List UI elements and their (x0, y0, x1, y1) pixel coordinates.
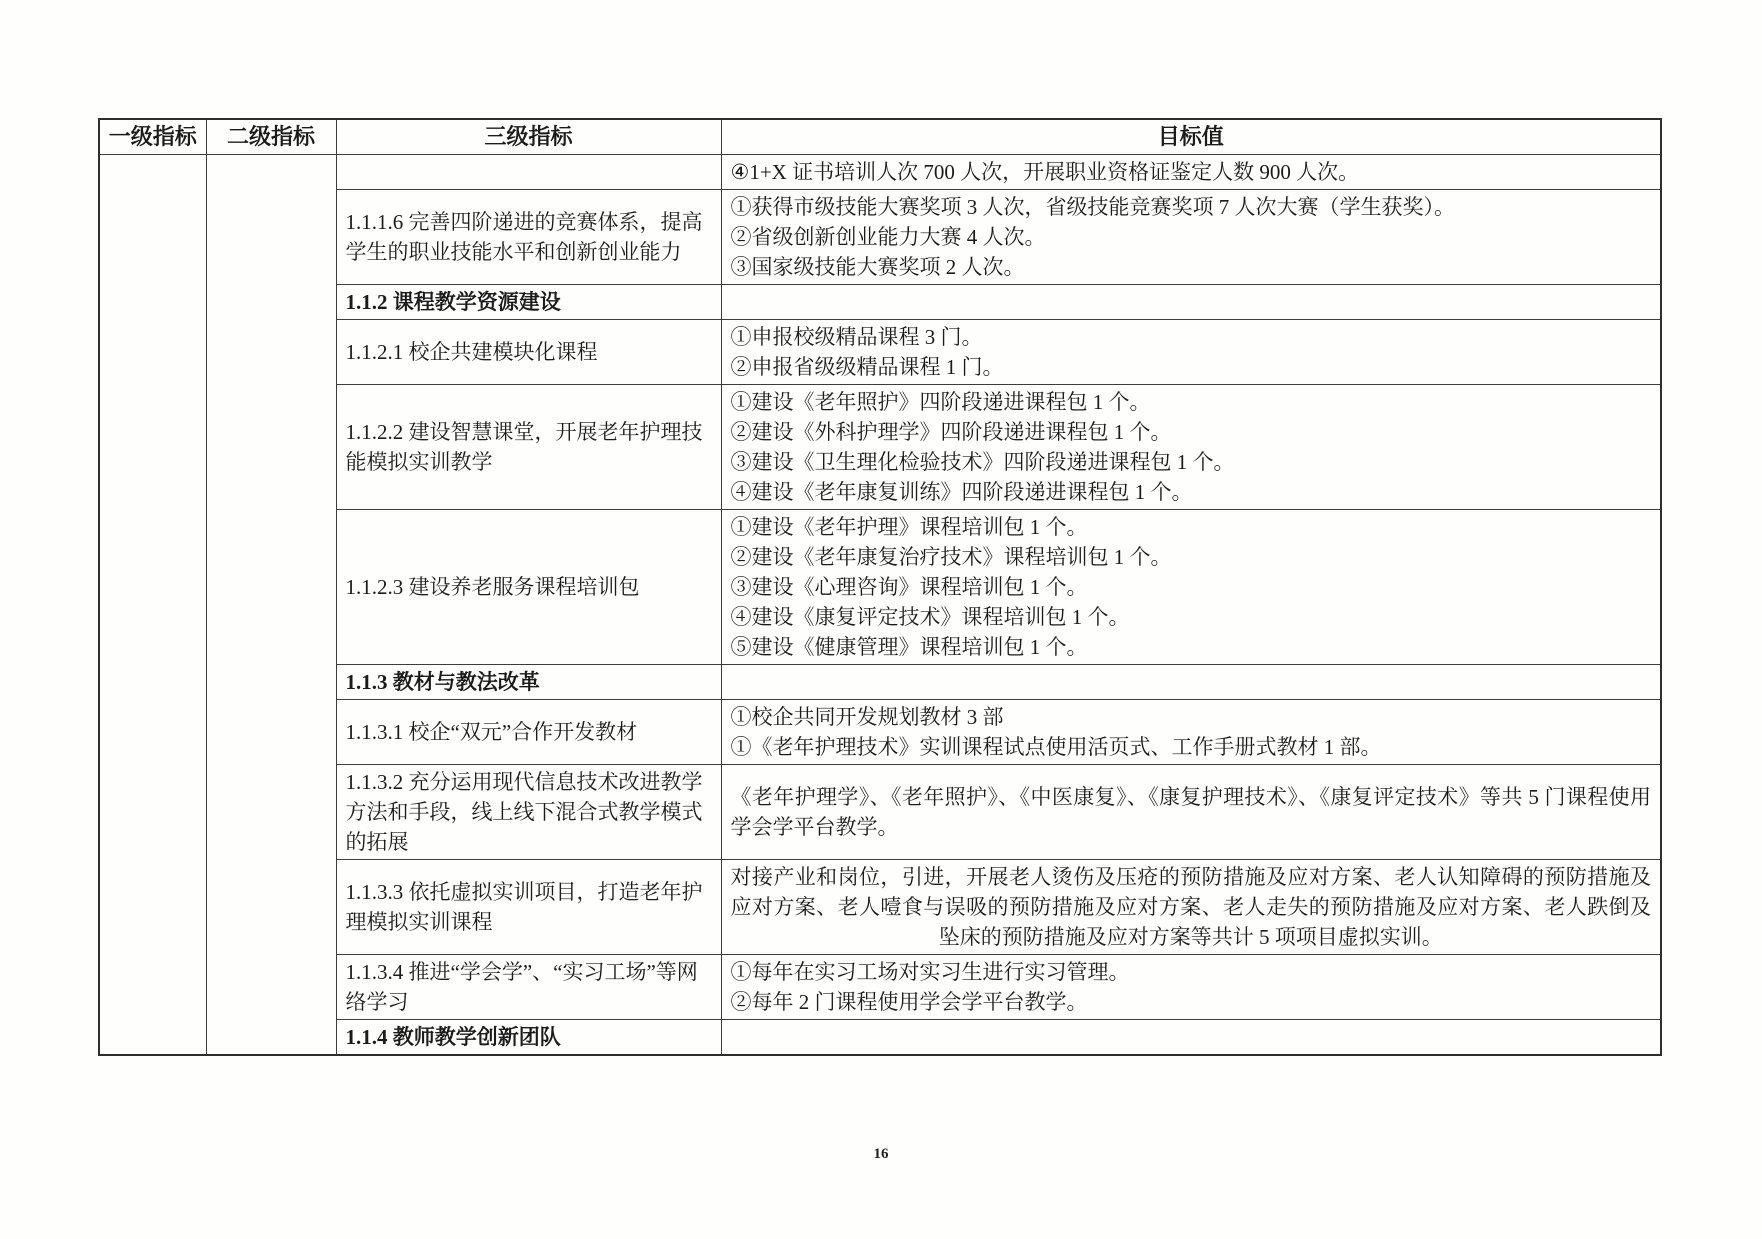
level3-indicator-cell (336, 765, 721, 860)
level2-indicator-cell (206, 155, 336, 1056)
target-line: ①《老年护理技术》实训课程试点使用活页式、工作手册式教材 1 部。 (730, 735, 1382, 759)
level3-indicator-cell (336, 320, 721, 385)
header-target-value: 目标值 (721, 119, 1661, 155)
header-level3-indicator: 三级指标 (336, 119, 721, 155)
target-line: ①校企共同开发规划教材 3 部 (730, 705, 1004, 729)
level3-indicator-cell (336, 665, 721, 700)
indicator-table (98, 118, 1662, 1056)
level3-indicator: 1.1.2.3 建设养老服务课程培训包 (345, 575, 640, 599)
target-line: ④建设《老年康复训练》四阶段递进课程包 1 个。 (730, 480, 1193, 504)
target-line: ②申报省级级精品课程 1 门。 (730, 355, 1004, 379)
target-line: ③国家级技能大赛奖项 2 人次。 (730, 255, 1025, 279)
target-line: ④1+X 证书培训人次 700 人次，开展职业资格证鉴定人数 900 人次。 (730, 160, 1360, 184)
target-line: 《老年护理学》、《老年照护》、《中医康复》、《康复护理技术》、《康复评定技术》等共 5 门课程使用学会学平台教学。 (730, 785, 1651, 839)
level3-indicator-cell (336, 285, 721, 320)
target-value-cell (721, 700, 1661, 765)
header-level1-indicator: 一级指标 (99, 119, 206, 155)
level3-indicator-cell (336, 1020, 721, 1056)
target-value-cell (721, 665, 1661, 700)
target-value-cell (721, 190, 1661, 285)
level3-indicator-cell (336, 860, 721, 955)
level3-indicator: 1.1.3.4 推进“学会学”、“实习工场”等网络学习 (345, 960, 698, 1014)
target-value-cell (721, 285, 1661, 320)
level3-indicator-cell (336, 155, 721, 190)
level3-indicator: 1.1.4 教师教学创新团队 (345, 1025, 561, 1049)
level1-indicator-cell (99, 155, 206, 1056)
target-line: ①建设《老年照护》四阶段递进课程包 1 个。 (730, 390, 1151, 414)
level3-indicator: 1.1.3.3 依托虚拟实训项目，打造老年护理模拟实训课程 (345, 880, 703, 934)
level3-indicator: 1.1.2 课程教学资源建设 (345, 290, 561, 314)
target-value-cell (721, 765, 1661, 860)
level3-indicator: 1.1.2.1 校企共建模块化课程 (345, 340, 598, 364)
target-line: ①申报校级精品课程 3 门。 (730, 325, 983, 349)
level3-indicator-cell (336, 510, 721, 665)
level3-indicator: 1.1.1.6 完善四阶递进的竞赛体系，提高学生的职业技能水平和创新创业能力 (345, 210, 703, 264)
target-line: ②每年 2 门课程使用学会学平台教学。 (730, 990, 1088, 1014)
page-number: 16 (873, 1146, 889, 1162)
table-row (99, 155, 1661, 190)
target-value-cell (721, 385, 1661, 510)
target-value-cell (721, 155, 1661, 190)
target-value-cell (721, 955, 1661, 1020)
target-value-cell (721, 860, 1661, 955)
level3-indicator-cell (336, 385, 721, 510)
level3-indicator: 1.1.3.1 校企“双元”合作开发教材 (345, 720, 638, 744)
level3-indicator: 1.1.3 教材与教法改革 (345, 670, 540, 694)
target-line: 对接产业和岗位，引进，开展老人烫伤及压疮的预防措施及应对方案、老人认知障碍的预防措施及应对方案、老人噎食与误吸的预防措施及应对方案、老人走失的预防措施及应对方案、老人跌倒及坠床的预防措施及应对方案等共计 5 项项目虚拟实训。 (730, 865, 1651, 949)
target-line: ③建设《心理咨询》课程培训包 1 个。 (730, 575, 1088, 599)
level3-indicator-cell (336, 700, 721, 765)
target-line: ⑤建设《健康管理》课程培训包 1 个。 (730, 635, 1088, 659)
target-value-cell (721, 1020, 1661, 1056)
table-header-row (99, 119, 1661, 155)
header-level2-indicator: 二级指标 (206, 119, 336, 155)
level3-indicator-cell (336, 190, 721, 285)
level3-indicator: 1.1.3.2 充分运用现代信息技术改进教学方法和手段，线上线下混合式教学模式的拓展 (345, 770, 703, 854)
target-line: ②建设《老年康复治疗技术》课程培训包 1 个。 (730, 545, 1172, 569)
target-line: ②建设《外科护理学》四阶段递进课程包 1 个。 (730, 420, 1172, 444)
target-line: ②省级创新创业能力大赛 4 人次。 (730, 225, 1046, 249)
target-value-cell (721, 320, 1661, 385)
target-line: ①每年在实习工场对实习生进行实习管理。 (730, 960, 1130, 984)
target-line: ③建设《卫生理化检验技术》四阶段递进课程包 1 个。 (730, 450, 1235, 474)
target-line: ①获得市级技能大赛奖项 3 人次，省级技能竞赛奖项 7 人次大赛（学生获奖）。 (730, 195, 1455, 219)
level3-indicator: 1.1.2.2 建设智慧课堂，开展老年护理技能模拟实训教学 (345, 420, 703, 474)
target-value-cell (721, 510, 1661, 665)
target-line: ①建设《老年护理》课程培训包 1 个。 (730, 515, 1088, 539)
target-line: ④建设《康复评定技术》课程培训包 1 个。 (730, 605, 1130, 629)
level3-indicator-cell (336, 955, 721, 1020)
